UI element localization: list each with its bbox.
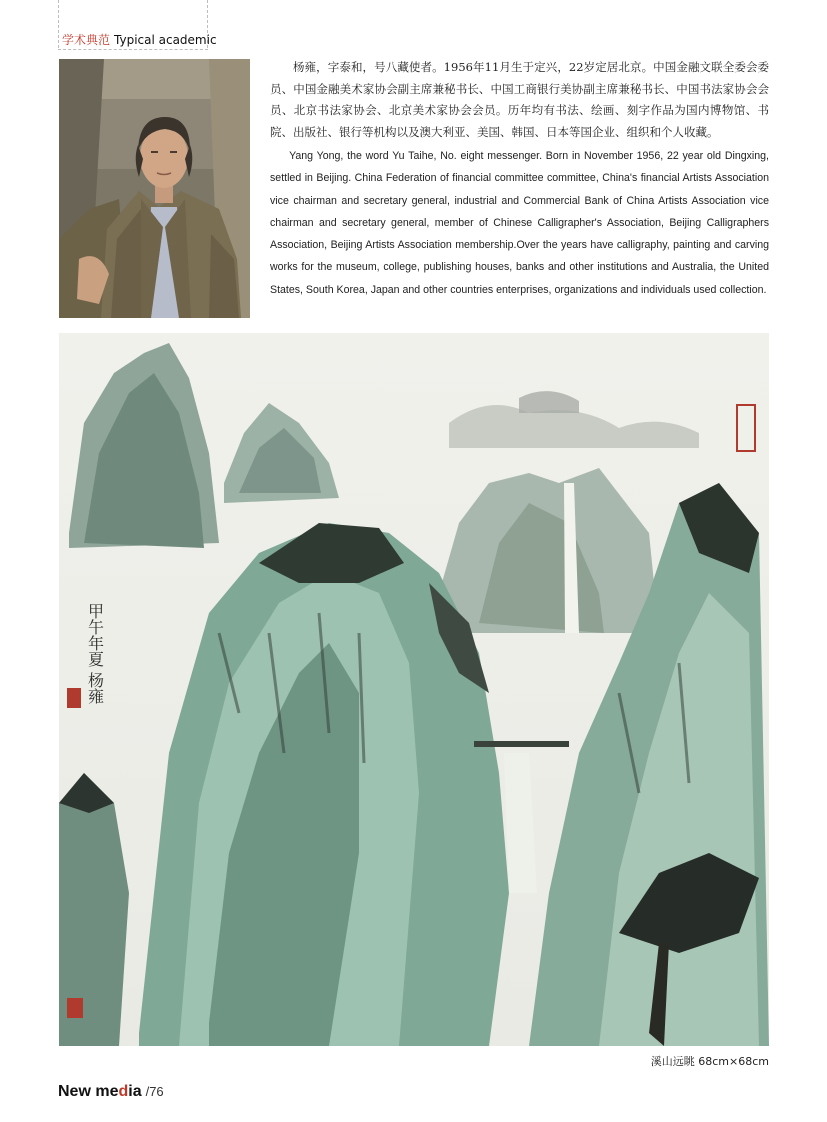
page-footer <box>58 1081 164 1101</box>
section-label-zh: 学术典范 <box>62 33 111 47</box>
magazine-name-part-2: ia <box>128 1083 142 1100</box>
author-portrait <box>59 59 250 318</box>
magazine-name-part-1: New me <box>58 1083 119 1100</box>
artwork-caption: 溪山远眺 68cm×68cm <box>650 1055 769 1068</box>
painting-inscription: 甲午年夏 杨雍 <box>85 603 105 705</box>
landscape-painting <box>59 333 769 1046</box>
magazine-name-accent: d <box>118 1083 129 1100</box>
guide-line-left <box>58 0 59 48</box>
page-number: /76 <box>145 1084 164 1099</box>
painting-image <box>59 333 769 1046</box>
bio-chinese: 杨雍，字泰和，号八藏使者。1956年11月生于定兴，22岁定居北京。中国金融文联全委会委员、中国金融美术家协会副主席兼秘书长、中国工商银行美协副主席兼秘书长、中国书法家协会会员、北京书法家协会、北京美术家协会会员。历年均有书法、绘画、刻字作品为国内博物馆、书院、出版社、银行等机构以及澳大利亚、美国、韩国、日本等国企业、组织和个人收藏。 <box>270 60 769 139</box>
section-label-en: Typical academic <box>114 33 217 47</box>
guide-line-bottom <box>58 49 208 50</box>
portrait-image <box>59 59 250 318</box>
bio-english: Yang Yong, the word Yu Taihe, No. eight messenger. Born in November 1956, 22 year old Dingxing, settled in Beijing. China Federation of financial committee committee, China's financial Artists Association vice chairman and secretary general, industrial and Commercial Bank of China Artists Association vice chairman and secretary general, member of Chinese Calligrapher's Association, Beijing Calligraphers Association, Beijing Artists Association membership.Over the years have calligraphy, painting and carving works for the museum, college, publishing houses, banks and other institutions and Australia, the United States, South Korea, Japan and other countries enterprises, organizations and individuals used collection. <box>270 150 769 296</box>
section-tag <box>62 31 217 48</box>
magazine-name <box>58 1083 142 1100</box>
